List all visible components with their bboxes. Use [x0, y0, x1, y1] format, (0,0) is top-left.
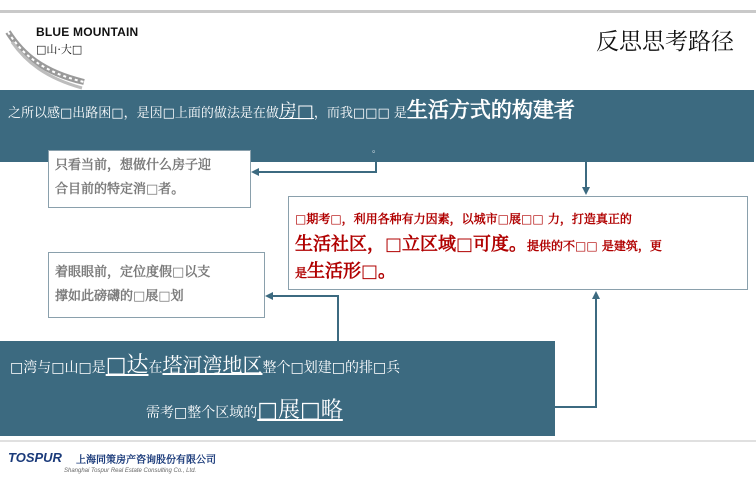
page-title: 反思思考路径 [596, 29, 734, 55]
regional-line-1 [10, 347, 400, 386]
main-text-2: ，而我□□□ 是 [313, 106, 407, 121]
main-text-end: 。 [372, 145, 382, 155]
main-keyword-lifestyle: 生活方式的构建者 [406, 98, 575, 122]
regional-text-4: 需考□整个区域的 [146, 405, 258, 421]
main-statement-line [8, 96, 575, 128]
strategy-text-1: □期考□，利用各种有力因素，以城市□展□□ 力，打造真正的 [295, 212, 632, 226]
arrow-bottom-to-vacation [267, 296, 338, 341]
main-keyword-house: 房□ [278, 101, 314, 122]
vacation-line-1: 着眼眼前，定位度假□以支 [55, 265, 211, 280]
regional-text-2: 在 [148, 360, 163, 376]
strategy-keyword-community: 生活社区，□立区域□可度。 [295, 234, 528, 255]
short-term-line-2: 合目前的特定消□者。 [55, 182, 185, 197]
regional-keyword-area: 塔河湾地区 [162, 353, 263, 377]
company-name-en: Shanghai Tospur Real Estate Consulting Co., Ltd. [64, 468, 197, 474]
vacation-positioning-box [48, 252, 265, 318]
brand-name-en: BLUE MOUNTAIN [36, 25, 139, 39]
strategy-keyword-lifeform: 生活形□。 [307, 261, 397, 282]
short-term-box [48, 150, 251, 208]
brand-name-cn: □山·大□ [36, 43, 83, 56]
tospur-logo: TOSPUR [8, 450, 62, 465]
arrow-main-to-short-term [253, 162, 376, 172]
strategy-text-3: 是 [295, 266, 308, 280]
regional-strategy-box [0, 341, 555, 436]
regional-keyword-strategy: □展□略 [257, 398, 343, 423]
top-rule [0, 10, 756, 13]
vacation-line-2: 撑如此磅礴的□展□划 [55, 289, 184, 304]
short-term-line-1: 只看当前，想做什么房子迎 [55, 158, 212, 173]
regional-keyword-arrive: □达 [105, 353, 149, 378]
regional-text-1: □湾与□山□是 [10, 360, 106, 376]
regional-text-3: 整个□划建□的排□兵 [262, 360, 401, 376]
strategy-text-2: 提供的不□□ 是建筑，更 [527, 239, 662, 253]
long-term-strategy-box [288, 196, 748, 290]
footer-rule [0, 440, 756, 442]
company-name-cn: 上海同策房产咨询股份有限公司 [76, 455, 216, 466]
regional-line-2 [146, 393, 343, 431]
main-text-1: 之所以感□出路困□，是因□上面的做法是在做 [8, 106, 279, 121]
